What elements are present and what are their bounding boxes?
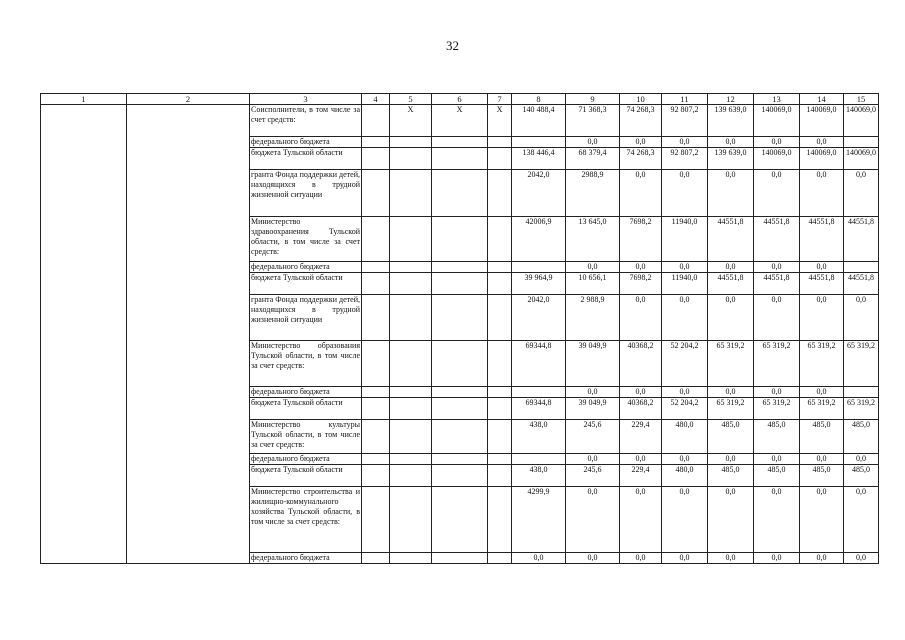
value-cell-col-11: 0,0	[662, 387, 708, 398]
value-cell-col-14: 0,0	[800, 262, 844, 273]
value-cell-col-15: 485,0	[844, 420, 879, 454]
col-6-cell	[432, 420, 488, 454]
col-5-cell	[390, 137, 432, 148]
value-cell-col-14: 0,0	[800, 295, 844, 341]
col-6-cell	[432, 465, 488, 487]
value-cell-col-10: 74 268,3	[620, 148, 662, 170]
value-cell-col-14: 485,0	[800, 465, 844, 487]
row-label: Министерство здравоохранения Тульской области, в том числе за счет средств:	[250, 217, 362, 262]
value-cell-col-11: 0,0	[662, 295, 708, 341]
value-cell-col-9: 0,0	[566, 262, 620, 273]
value-cell-col-8: 140 488,4	[512, 105, 566, 137]
value-cell-col-15: 0,0	[844, 454, 879, 465]
value-cell-col-11: 52 204,2	[662, 398, 708, 420]
col-7-cell	[488, 148, 512, 170]
col-7-cell	[488, 454, 512, 465]
col-7-cell	[488, 387, 512, 398]
value-cell-col-8: 438,0	[512, 465, 566, 487]
column-header-5: 5	[390, 94, 432, 105]
col-6-cell	[432, 273, 488, 295]
value-cell-col-10: 0,0	[620, 553, 662, 564]
value-cell-col-13: 0,0	[754, 262, 800, 273]
col-7-cell	[488, 295, 512, 341]
col-7-cell: X	[488, 105, 512, 137]
col-4-cell	[362, 137, 390, 148]
col-5-cell	[390, 465, 432, 487]
value-cell-col-12: 0,0	[708, 553, 754, 564]
value-cell-col-9: 245,6	[566, 420, 620, 454]
row-label: федерального бюджета	[250, 387, 362, 398]
value-cell-col-13: 485,0	[754, 465, 800, 487]
value-cell-col-14: 44551,8	[800, 217, 844, 262]
row-label: бюджета Тульской области	[250, 273, 362, 295]
col-5-cell	[390, 262, 432, 273]
column-header-14: 14	[800, 94, 844, 105]
value-cell-col-15: 0,0	[844, 295, 879, 341]
value-cell-col-13: 0,0	[754, 387, 800, 398]
value-cell-col-8	[512, 454, 566, 465]
value-cell-col-11: 0,0	[662, 170, 708, 217]
value-cell-col-10: 229,4	[620, 420, 662, 454]
value-cell-col-13: 0,0	[754, 137, 800, 148]
value-cell-col-13: 0,0	[754, 170, 800, 217]
value-cell-col-8: 42006,9	[512, 217, 566, 262]
value-cell-col-10: 0,0	[620, 295, 662, 341]
value-cell-col-11: 480,0	[662, 465, 708, 487]
column-header-3: 3	[250, 94, 362, 105]
value-cell-col-12: 0,0	[708, 262, 754, 273]
value-cell-col-9: 0,0	[566, 387, 620, 398]
col-5-cell	[390, 398, 432, 420]
value-cell-col-9: 0,0	[566, 553, 620, 564]
value-cell-col-12: 485,0	[708, 420, 754, 454]
col-6-cell	[432, 148, 488, 170]
value-cell-col-14: 140069,0	[800, 148, 844, 170]
column-header-8: 8	[512, 94, 566, 105]
col-7-cell	[488, 465, 512, 487]
value-cell-col-13: 0,0	[754, 295, 800, 341]
col-4-cell	[362, 387, 390, 398]
col-7-cell	[488, 273, 512, 295]
value-cell-col-12: 139 639,0	[708, 148, 754, 170]
col-6-cell	[432, 137, 488, 148]
col-7-cell	[488, 487, 512, 553]
col-6-cell	[432, 295, 488, 341]
col-7-cell	[488, 170, 512, 217]
value-cell-col-15: 140069,0	[844, 105, 879, 137]
value-cell-col-14: 0,0	[800, 137, 844, 148]
value-cell-col-8: 39 964,9	[512, 273, 566, 295]
value-cell-col-8: 138 446,4	[512, 148, 566, 170]
col-5-cell	[390, 553, 432, 564]
value-cell-col-11: 0,0	[662, 137, 708, 148]
value-cell-col-14: 65 319,2	[800, 341, 844, 387]
row-label: Министерство культуры Тульской области, в том числе за счет средств:	[250, 420, 362, 454]
value-cell-col-11: 92 807,2	[662, 148, 708, 170]
value-cell-col-9: 0,0	[566, 487, 620, 553]
col-4-cell	[362, 262, 390, 273]
row-label: бюджета Тульской области	[250, 465, 362, 487]
col-4-cell	[362, 553, 390, 564]
column-header-1: 1	[41, 94, 127, 105]
value-cell-col-13: 44551,8	[754, 273, 800, 295]
table-row	[41, 105, 879, 137]
value-cell-col-15: 65 319,2	[844, 341, 879, 387]
value-cell-col-11: 480,0	[662, 420, 708, 454]
col-4-cell	[362, 105, 390, 137]
value-cell-col-10: 74 268,3	[620, 105, 662, 137]
col-6-cell	[432, 217, 488, 262]
value-cell-col-9: 10 656,1	[566, 273, 620, 295]
value-cell-col-12: 0,0	[708, 454, 754, 465]
value-cell-col-15	[844, 262, 879, 273]
value-cell-col-11: 0,0	[662, 553, 708, 564]
value-cell-col-14: 65 319,2	[800, 398, 844, 420]
value-cell-col-9: 245,6	[566, 465, 620, 487]
col-7-cell	[488, 398, 512, 420]
value-cell-col-12: 0,0	[708, 487, 754, 553]
col-5-cell	[390, 420, 432, 454]
value-cell-col-11: 0,0	[662, 262, 708, 273]
value-cell-col-15: 44551,8	[844, 217, 879, 262]
col-4-cell	[362, 454, 390, 465]
value-cell-col-8: 4299,9	[512, 487, 566, 553]
value-cell-col-14: 0,0	[800, 553, 844, 564]
col-4-cell	[362, 170, 390, 217]
col-5-cell	[390, 217, 432, 262]
column-header-6: 6	[432, 94, 488, 105]
row-label: федерального бюджета	[250, 553, 362, 564]
col-4-cell	[362, 420, 390, 454]
col-7-cell	[488, 420, 512, 454]
col-4-cell	[362, 295, 390, 341]
value-cell-col-15: 44551,8	[844, 273, 879, 295]
value-cell-col-8	[512, 262, 566, 273]
value-cell-col-13: 0,0	[754, 553, 800, 564]
value-cell-col-11: 0,0	[662, 487, 708, 553]
value-cell-col-15	[844, 387, 879, 398]
value-cell-col-13: 65 319,2	[754, 398, 800, 420]
page-number: 32	[446, 38, 459, 53]
value-cell-col-14: 44551,8	[800, 273, 844, 295]
row-label: федерального бюджета	[250, 137, 362, 148]
value-cell-col-10: 7698,2	[620, 217, 662, 262]
column-header-10: 10	[620, 94, 662, 105]
value-cell-col-12: 65 319,2	[708, 398, 754, 420]
value-cell-col-12: 0,0	[708, 295, 754, 341]
value-cell-col-11: 0,0	[662, 454, 708, 465]
value-cell-col-12: 0,0	[708, 137, 754, 148]
value-cell-col-15: 0,0	[844, 487, 879, 553]
column-header-12: 12	[708, 94, 754, 105]
col-4-cell	[362, 487, 390, 553]
col-7-cell	[488, 553, 512, 564]
col-5-cell	[390, 170, 432, 217]
col-4-cell	[362, 217, 390, 262]
budget-table	[40, 93, 879, 564]
column-header-2: 2	[127, 94, 250, 105]
value-cell-col-8: 438,0	[512, 420, 566, 454]
col-6-cell	[432, 341, 488, 387]
value-cell-col-10: 0,0	[620, 170, 662, 217]
row-label: гранта Фонда поддержки детей, находящихся в трудной жизненной ситуации	[250, 295, 362, 341]
value-cell-col-14: 0,0	[800, 170, 844, 217]
value-cell-col-15: 485,0	[844, 465, 879, 487]
value-cell-col-9: 68 379,4	[566, 148, 620, 170]
col-5-cell	[390, 273, 432, 295]
value-cell-col-10: 7698,2	[620, 273, 662, 295]
col-4-cell	[362, 148, 390, 170]
row-label: бюджета Тульской области	[250, 398, 362, 420]
value-cell-col-13: 140069,0	[754, 148, 800, 170]
value-cell-col-14: 485,0	[800, 420, 844, 454]
row-label: федерального бюджета	[250, 454, 362, 465]
col-6-cell	[432, 387, 488, 398]
col-6-cell: X	[432, 105, 488, 137]
row-label: федерального бюджета	[250, 262, 362, 273]
value-cell-col-9: 71 368,3	[566, 105, 620, 137]
value-cell-col-10: 0,0	[620, 137, 662, 148]
value-cell-col-12: 0,0	[708, 170, 754, 217]
value-cell-col-14: 0,0	[800, 487, 844, 553]
col-1-cell	[41, 105, 127, 564]
col-7-cell	[488, 341, 512, 387]
value-cell-col-14: 0,0	[800, 454, 844, 465]
column-header-13: 13	[754, 94, 800, 105]
col-5-cell	[390, 295, 432, 341]
col-5-cell	[390, 454, 432, 465]
value-cell-col-8: 69344,8	[512, 398, 566, 420]
value-cell-col-8: 2042,0	[512, 170, 566, 217]
value-cell-col-15: 0,0	[844, 170, 879, 217]
value-cell-col-8	[512, 387, 566, 398]
value-cell-col-13: 0,0	[754, 454, 800, 465]
row-label: гранта Фонда поддержки детей, находящихся в трудной жизненной ситуации	[250, 170, 362, 217]
value-cell-col-11: 52 204,2	[662, 341, 708, 387]
value-cell-col-10: 0,0	[620, 262, 662, 273]
header-row	[41, 94, 879, 105]
value-cell-col-14: 0,0	[800, 387, 844, 398]
value-cell-col-10: 40368,2	[620, 398, 662, 420]
row-label: Министерство образования Тульской области, в том числе за счет средств:	[250, 341, 362, 387]
row-label: Соисполнители, в том числе за счет средств:	[250, 105, 362, 137]
value-cell-col-11: 92 807,2	[662, 105, 708, 137]
column-header-11: 11	[662, 94, 708, 105]
value-cell-col-11: 11940,0	[662, 273, 708, 295]
col-4-cell	[362, 398, 390, 420]
value-cell-col-13: 0,0	[754, 487, 800, 553]
value-cell-col-15: 65 319,2	[844, 398, 879, 420]
value-cell-col-9: 13 645,0	[566, 217, 620, 262]
value-cell-col-10: 0,0	[620, 387, 662, 398]
value-cell-col-12: 65 319,2	[708, 341, 754, 387]
col-5-cell: X	[390, 105, 432, 137]
value-cell-col-13: 65 319,2	[754, 341, 800, 387]
col-7-cell	[488, 137, 512, 148]
value-cell-col-13: 44551,8	[754, 217, 800, 262]
value-cell-col-13: 485,0	[754, 420, 800, 454]
value-cell-col-8: 69344,8	[512, 341, 566, 387]
column-header-15: 15	[844, 94, 879, 105]
value-cell-col-8: 0,0	[512, 553, 566, 564]
value-cell-col-9: 2988,9	[566, 170, 620, 217]
col-7-cell	[488, 217, 512, 262]
col-6-cell	[432, 487, 488, 553]
value-cell-col-8: 2042,0	[512, 295, 566, 341]
value-cell-col-9: 2 988,9	[566, 295, 620, 341]
col-4-cell	[362, 465, 390, 487]
value-cell-col-10: 229,4	[620, 465, 662, 487]
value-cell-col-10: 0,0	[620, 454, 662, 465]
value-cell-col-12: 485,0	[708, 465, 754, 487]
column-header-9: 9	[566, 94, 620, 105]
value-cell-col-10: 0,0	[620, 487, 662, 553]
value-cell-col-15: 140069,0	[844, 148, 879, 170]
col-7-cell	[488, 262, 512, 273]
col-5-cell	[390, 387, 432, 398]
column-header-4: 4	[362, 94, 390, 105]
value-cell-col-8	[512, 137, 566, 148]
row-label: Министерство строительства и жилищно-коммунального хозяйства Тульской области, в том числе за счет средств:	[250, 487, 362, 553]
value-cell-col-11: 11940,0	[662, 217, 708, 262]
col-6-cell	[432, 553, 488, 564]
value-cell-col-15	[844, 137, 879, 148]
column-header-7: 7	[488, 94, 512, 105]
row-label: бюджета Тульской области	[250, 148, 362, 170]
col-6-cell	[432, 454, 488, 465]
value-cell-col-12: 0,0	[708, 387, 754, 398]
col-4-cell	[362, 341, 390, 387]
value-cell-col-9: 39 049,9	[566, 398, 620, 420]
value-cell-col-12: 139 639,0	[708, 105, 754, 137]
col-5-cell	[390, 487, 432, 553]
table-body	[41, 105, 879, 564]
table-header	[41, 94, 879, 105]
value-cell-col-9: 0,0	[566, 454, 620, 465]
value-cell-col-12: 44551,8	[708, 273, 754, 295]
value-cell-col-10: 40368,2	[620, 341, 662, 387]
col-6-cell	[432, 262, 488, 273]
col-5-cell	[390, 148, 432, 170]
value-cell-col-14: 140069,0	[800, 105, 844, 137]
col-6-cell	[432, 398, 488, 420]
col-5-cell	[390, 341, 432, 387]
value-cell-col-12: 44551,8	[708, 217, 754, 262]
col-2-cell	[127, 105, 250, 564]
value-cell-col-13: 140069,0	[754, 105, 800, 137]
value-cell-col-9: 0,0	[566, 137, 620, 148]
col-6-cell	[432, 170, 488, 217]
value-cell-col-9: 39 049,9	[566, 341, 620, 387]
col-4-cell	[362, 273, 390, 295]
value-cell-col-15: 0,0	[844, 553, 879, 564]
